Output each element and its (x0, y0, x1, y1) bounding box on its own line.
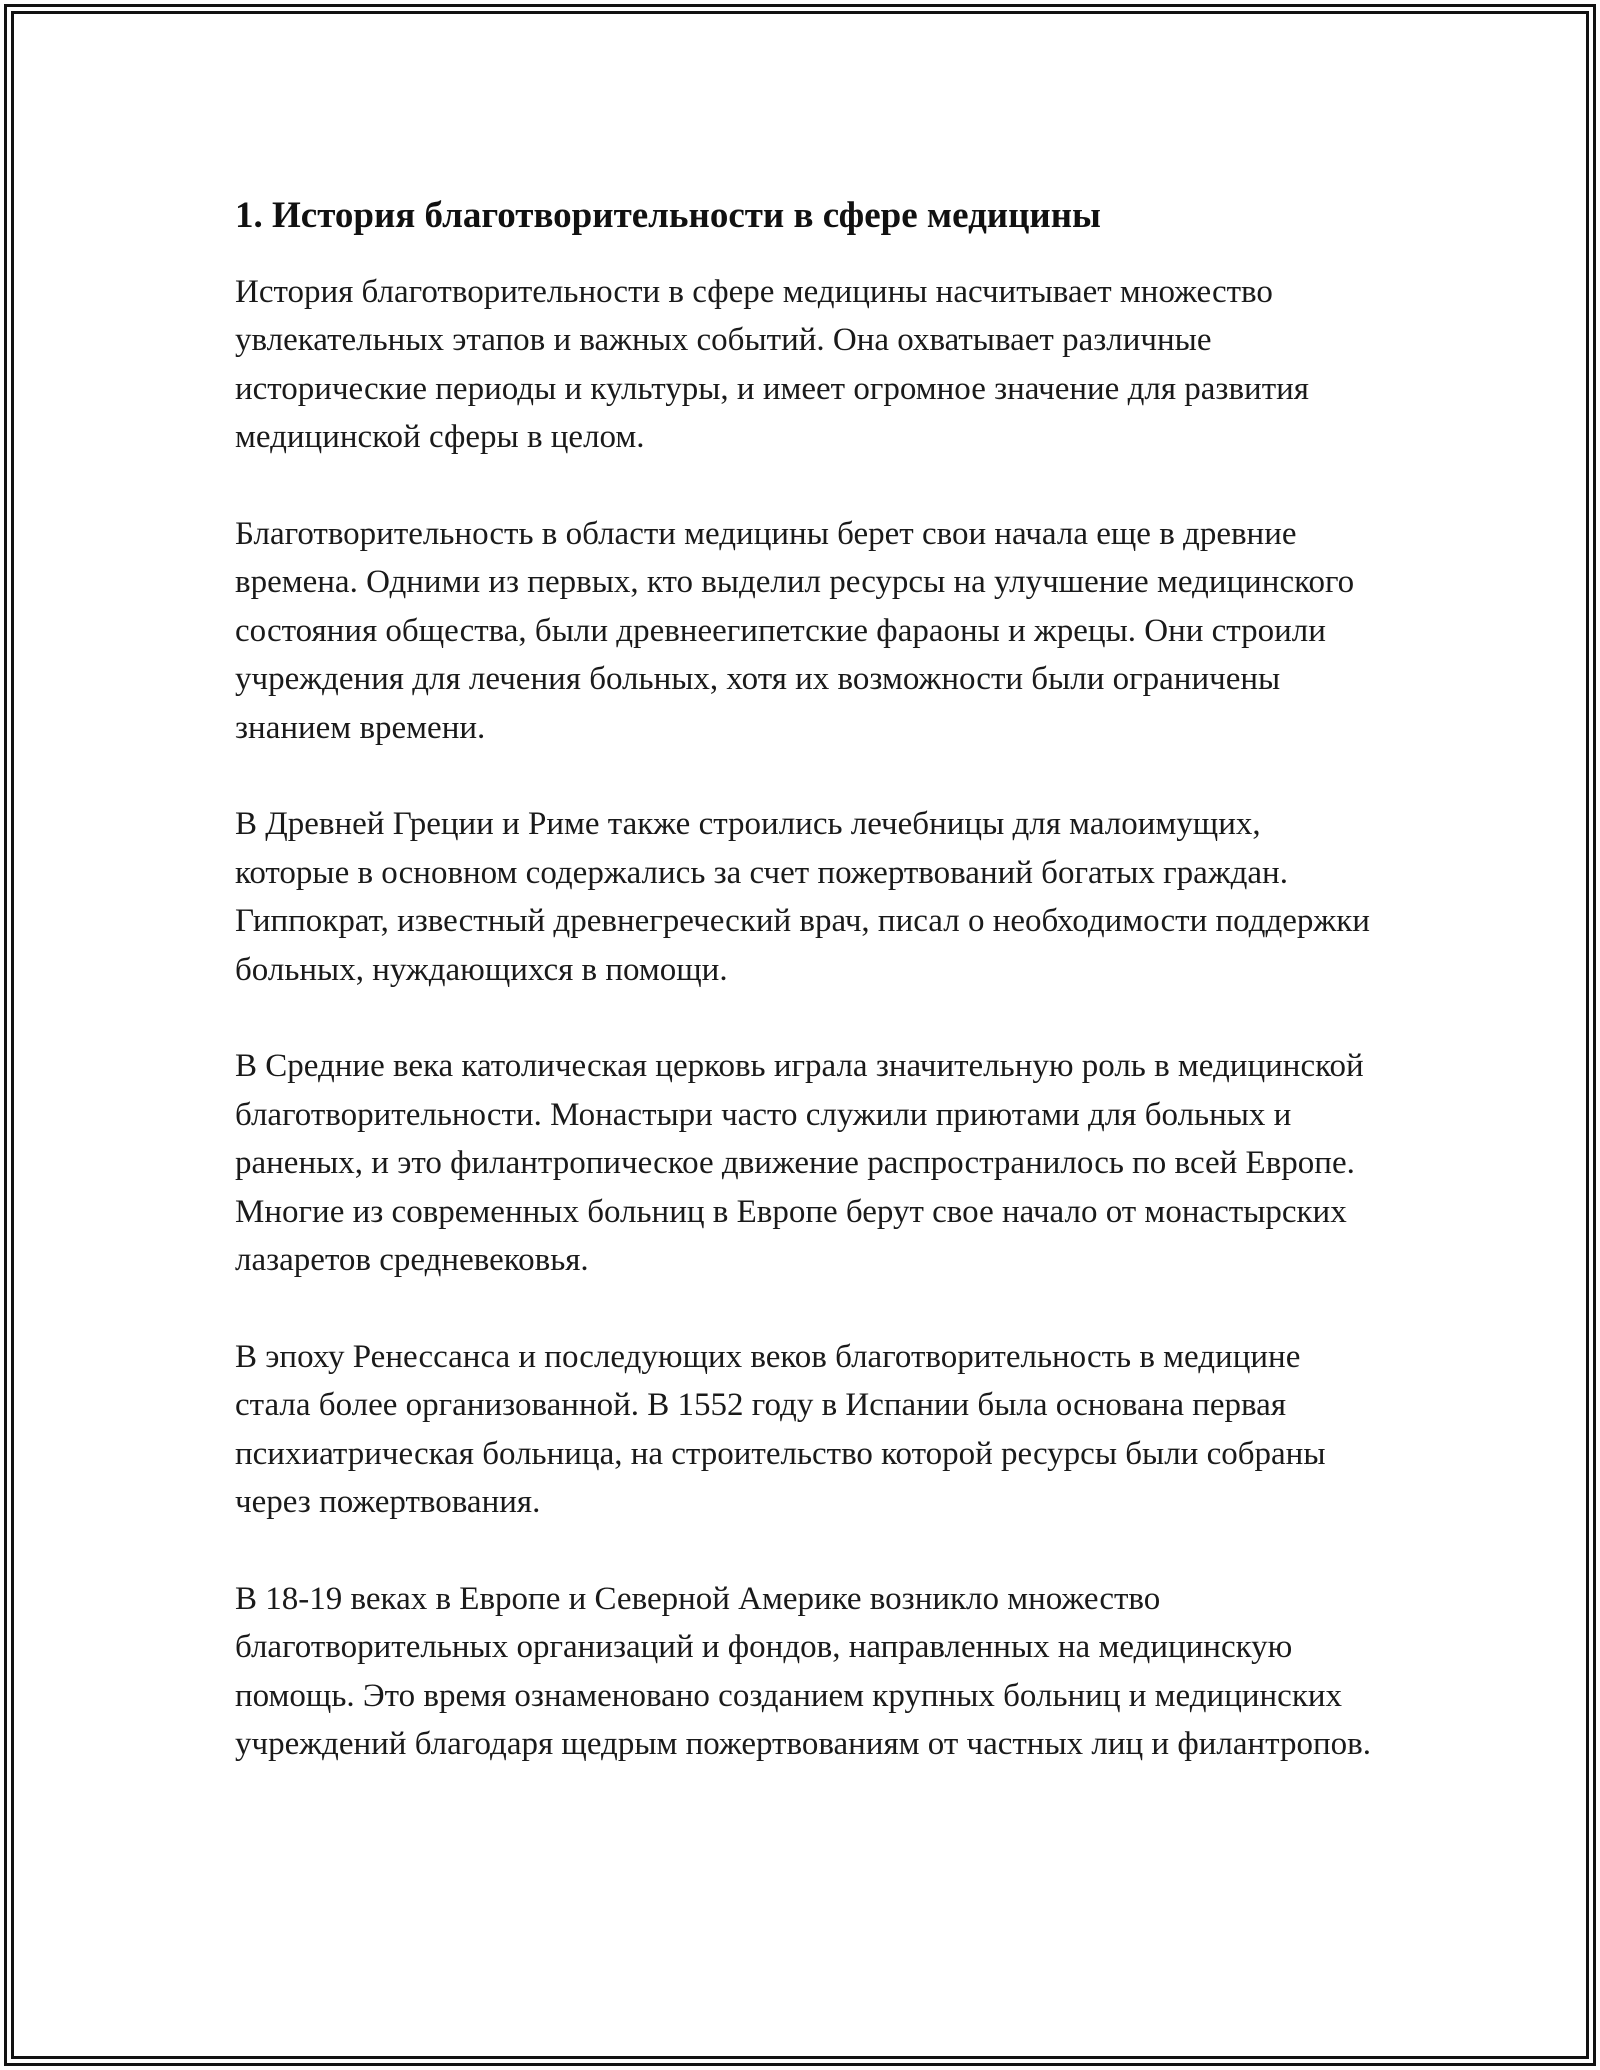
paragraph-1: История благотворительности в сфере медицины насчитывает множество увлекательных этапов и важных событий. Она охватывает различные исторические периоды и культуры, и имеет огромное значение для развития медицинской сферы в целом. (235, 274, 1309, 456)
paragraph-6: В 18-19 веках в Европе и Северной Америке возникло множество благотворительных организаций и фондов, направленных на медицинскую помощь. Это время ознаменовано созданием крупных больниц и медицинских учреждений благодаря щедрым пожертвованиям от частных лиц и филантропов. (235, 1580, 1371, 1763)
section-heading: 1. История благотворительности в сфере медицины (235, 195, 1101, 236)
paragraph-5: В эпоху Ренессанса и последующих веков благотворительность в медицине стала более организованной. В 1552 году в Испании была основана первая психиатрическая больница, на строительство которой ресурсы были собраны через пожертвования. (235, 1338, 1326, 1521)
paragraph-2: Благотворительность в области медицины берет свои начала еще в древние времена. Одними из первых, кто выделил ресурсы на улучшение медицинского состояния общества, были древнеегипетские фараоны и жрецы. Они строили учреждения для лечения больных, хотя их возможности были ограничены знанием времени. (235, 516, 1355, 746)
document-body (235, 186, 1375, 1769)
paragraph-4: В Средние века католическая церковь играла значительную роль в медицинской благотворительности. Монастыри часто служили приютами для больных и раненых, и это филантропическое движение распространилось по всей Европе. Многие из современных больниц в Европе берут свое начало от монастырских лазаретов средневековья. (235, 1048, 1364, 1279)
paragraph-3: В Древней Греции и Риме также строились лечебницы для малоимущих, которые в основном содержались за счет пожертвований богатых граждан. Гиппократ, известный древнегреческий врач, писал о необходимости поддержки больных, нуждающихся в помощи. (235, 806, 1370, 988)
